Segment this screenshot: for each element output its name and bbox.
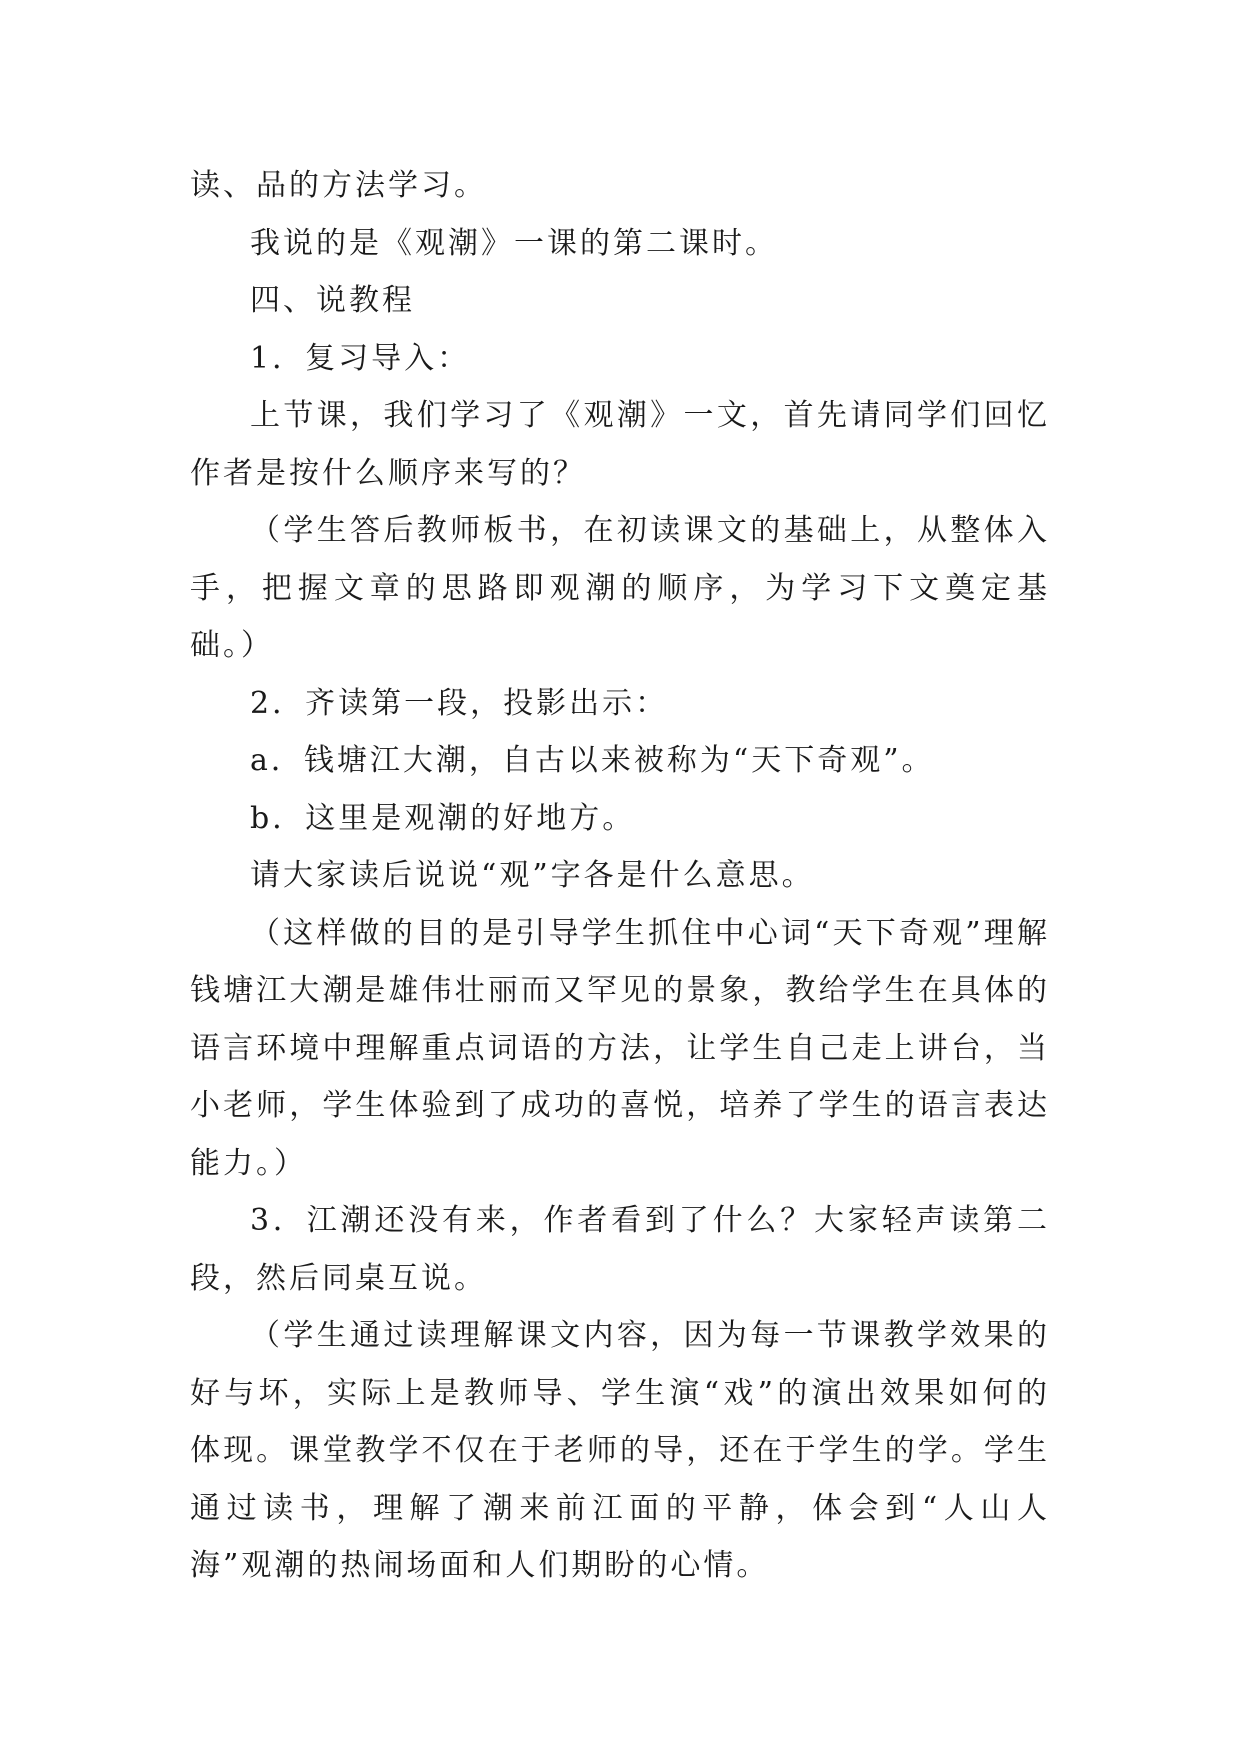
paragraph-13: （学生通过读理解课文内容，因为每一节课教学效果的好与坏，实际上是教师导、学生演“戏”的演出效果如何的体现。课堂教学不仅在于老师的导，还在于学生的学。学生通过读书，理解了潮来前江面的平静，体会到“人山人海”观潮的热闹场面和人们期盼的心情。 xyxy=(190,1318,1050,1583)
paragraph-5: 上节课，我们学习了《观潮》一文，首先请同学们回忆作者是按什么顺序来写的？ xyxy=(190,398,1050,491)
step-heading-3: 3．江潮还没有来，作者看到了什么？大家轻声读第二段，然后同桌互说。 xyxy=(190,1203,1050,1296)
paragraph-10: 请大家读后说说“观”字各是什么意思。 xyxy=(250,858,815,893)
list-item-a: a．钱塘江大潮，自古以来被称为“天下奇观”。 xyxy=(250,743,935,778)
paragraph-11: （这样做的目的是引导学生抓住中心词“天下奇观”理解钱塘江大潮是雄伟壮丽而又罕见的景象，教给学生在具体的语言环境中理解重点词语的方法，让学生自己走上讲台，当小老师，学生体验到了成功的喜悦，培养了学生的语言表达能力。） xyxy=(190,915,1050,1181)
section-heading: 四、说教程 xyxy=(250,283,415,318)
step-heading-2: 2．齐读第一段，投影出示： xyxy=(250,685,669,721)
step-heading-1: 1．复习导入： xyxy=(250,340,471,376)
list-item-b: b．这里是观潮的好地方。 xyxy=(250,800,636,836)
paragraph-2: 我说的是《观潮》一课的第二课时。 xyxy=(250,225,778,261)
body-text xyxy=(190,157,1050,1595)
paragraph-6: （学生答后教师板书，在初读课文的基础上，从整体入手，把握文章的思路即观潮的顺序，为学习下文奠定基础。） xyxy=(190,513,1050,663)
paragraph-1: 读、品的方法学习。 xyxy=(190,168,487,203)
